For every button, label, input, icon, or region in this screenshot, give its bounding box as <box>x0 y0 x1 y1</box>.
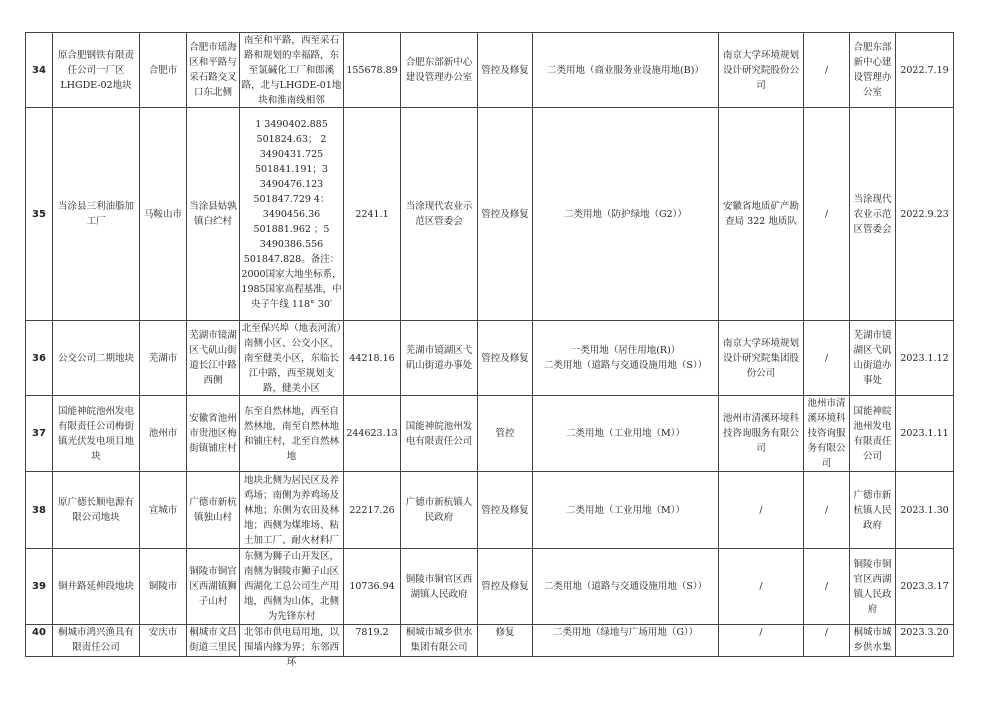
activity-type-cell <box>478 472 533 549</box>
date-cell <box>896 33 954 108</box>
site-name: 当涂县三利油脂加工厂 <box>57 201 134 227</box>
owner-unit-cell <box>850 321 896 396</box>
site-name: 桐城市鸿兴渔具有限责任公司 <box>57 627 134 653</box>
owner-unit: 当涂现代农业示范区管委会 <box>853 193 892 235</box>
survey-agency-cell <box>719 108 804 321</box>
row-number: 38 <box>32 504 46 516</box>
survey-agency-cell <box>719 549 804 625</box>
boundary-cell <box>240 108 344 321</box>
row-number-cell <box>26 108 53 321</box>
table-row <box>26 396 954 472</box>
responsible-unit-cell <box>401 472 478 549</box>
site-name-cell <box>53 472 140 549</box>
table-row <box>26 108 954 321</box>
survey-agency: / <box>759 504 763 516</box>
date-cell <box>896 625 954 657</box>
owner-unit-cell <box>850 472 896 549</box>
survey-agency: / <box>759 581 763 592</box>
site-name-cell <box>53 33 140 108</box>
boundary: 北邻市供电局用地，以围墙内緣为界；东邻西环 <box>243 627 339 668</box>
site-name: 原合肥钢铁有限责任公司一厂区LHGDE-02地块 <box>57 49 134 91</box>
row-number-cell <box>26 321 53 396</box>
city-cell <box>140 396 187 472</box>
responsible-unit: 芜湖市镜湖区弋矶山街道办事处 <box>405 345 473 371</box>
location: 当涂县姑孰镇白纻村 <box>189 201 237 227</box>
row-number-cell <box>26 33 53 108</box>
row-number: 40 <box>32 627 46 638</box>
table-row <box>26 549 954 625</box>
location-cell <box>187 625 240 657</box>
responsible-unit-cell <box>401 625 478 657</box>
land-use-cell <box>533 549 719 625</box>
owner-unit: 合肥东部新中心建设管理办公室 <box>853 42 892 98</box>
area: 44218.16 <box>349 352 395 364</box>
activity-type-cell <box>478 396 533 472</box>
location-cell <box>187 472 240 549</box>
date-cell <box>896 108 954 321</box>
survey-agency: / <box>759 627 763 638</box>
activity-type: 管控及修复 <box>481 352 529 364</box>
city: 池州市 <box>148 428 178 439</box>
city-cell <box>140 472 187 549</box>
area-cell <box>344 108 401 321</box>
site-name-cell <box>53 396 140 472</box>
site-name: 原广德长顺电源有限公司地块 <box>57 497 134 523</box>
owner-unit-cell <box>850 625 896 657</box>
city-cell <box>140 33 187 108</box>
site-name: 国能神皖池州发电有限责任公司梅街镇光伏发电项目地块 <box>57 405 134 462</box>
city-cell <box>140 549 187 625</box>
review-agency-cell <box>804 396 850 472</box>
activity-type: 管控及修复 <box>481 504 529 516</box>
city: 芜湖市 <box>148 352 178 364</box>
land-use: 二类用地（商业服务业设施用地(B)） <box>547 64 704 76</box>
review-agency: / <box>824 352 829 364</box>
table-row <box>26 625 954 657</box>
city: 铜陵市 <box>148 581 178 592</box>
location-cell <box>187 321 240 396</box>
area-cell <box>344 625 401 657</box>
survey-agency: 南京大学环境规划设计研究院股份公司 <box>722 49 799 91</box>
land-use-cell <box>533 108 719 321</box>
land-use-cell <box>533 396 719 472</box>
row-number-cell <box>26 549 53 625</box>
owner-unit: 桐城市城乡供水集 <box>853 627 892 653</box>
boundary: 东侧为狮子山开发区，南侧为铜陵市狮子山区西湖化工总公司生产用地，西侧为山体，北侧为先锋东村 <box>243 551 339 622</box>
responsible-unit-cell <box>401 396 478 472</box>
area: 10736.94 <box>349 581 395 592</box>
review-agency-cell <box>804 33 850 108</box>
table-row <box>26 472 954 549</box>
site-name-cell <box>53 108 140 321</box>
area: 2241.1 <box>355 208 389 220</box>
owner-unit: 国能神皖池州发电有限责任公司 <box>853 405 892 462</box>
table-row <box>26 33 954 108</box>
date: 2023.3.17 <box>900 581 949 592</box>
row-number: 34 <box>32 64 46 76</box>
owner-unit-cell <box>850 33 896 108</box>
area-cell <box>344 321 401 396</box>
area-cell <box>344 472 401 549</box>
responsible-unit: 当涂现代农业示范区管委会 <box>405 201 473 227</box>
responsible-unit-cell <box>401 33 478 108</box>
location-cell <box>187 108 240 321</box>
review-agency-cell <box>804 472 850 549</box>
land-use: 二类用地（工业用地（M）） <box>566 504 685 516</box>
location: 铜陵市铜官区西湖镇狮子山村 <box>189 566 237 607</box>
activity-type: 管控及修复 <box>481 64 529 76</box>
review-agency: / <box>824 504 829 516</box>
date: 2023.3.20 <box>900 627 949 638</box>
location: 广德市新杭镇独山村 <box>189 497 237 523</box>
activity-type: 管控及修复 <box>481 208 529 220</box>
boundary-cell <box>240 321 344 396</box>
responsible-unit: 广德市新杭镇人民政府 <box>405 497 473 523</box>
review-agency: / <box>824 581 829 592</box>
area: 7819.2 <box>355 627 389 638</box>
boundary: 东至自然林地，西至自然林地，南至自然林地和铺庄村，北至自然林地 <box>243 405 339 462</box>
survey-agency-cell <box>719 625 804 657</box>
boundary: 1 3490402.885 501824.63； 2 3490431.725 501841.191；3 3490476.123 501847.729 4：3490456.36 501881.962 ；5 3490386.556 501847.828。备注：2000国家大地坐标系，1985国家高程基准，中央子午线 118° 30′ <box>241 118 342 310</box>
activity-type-cell <box>478 625 533 657</box>
land-use-cell <box>533 625 719 657</box>
area: 22217.26 <box>349 504 395 516</box>
activity-type: 修复 <box>495 627 515 638</box>
responsible-unit-cell <box>401 108 478 321</box>
row-number: 39 <box>32 581 46 592</box>
land-use: 二类用地（道路与交通设施用地（S）） <box>543 581 708 592</box>
review-agency-cell <box>804 549 850 625</box>
site-name: 公交公司二期地块 <box>57 352 134 364</box>
table-row <box>26 321 954 396</box>
city: 马鞍山市 <box>143 208 182 220</box>
city-cell <box>140 625 187 657</box>
date-cell <box>896 472 954 549</box>
date: 2022.9.23 <box>900 208 949 220</box>
location-cell <box>187 396 240 472</box>
boundary-cell <box>240 549 344 625</box>
review-agency-cell <box>804 108 850 321</box>
survey-agency-cell <box>719 33 804 108</box>
boundary-cell <box>240 625 344 668</box>
boundary: 北至保兴埠（地表河流）南侧小区、公交小区，南至健美小区，东临长江中路，西至规划支路，健美小区 <box>241 322 342 394</box>
date-cell <box>896 396 954 472</box>
responsible-unit-cell <box>401 321 478 396</box>
city: 安庆市 <box>148 627 178 638</box>
survey-agency-cell <box>719 321 804 396</box>
site-table <box>25 32 954 668</box>
area-cell <box>344 33 401 108</box>
row-number-cell <box>26 472 53 549</box>
review-agency: / <box>824 627 829 638</box>
review-agency: / <box>824 64 829 76</box>
review-agency: / <box>824 208 829 220</box>
land-use: 二类用地（防护绿地（G2）） <box>564 208 687 220</box>
location: 合肥市瑶海区和平路与采石路交叉口东北侧 <box>189 42 237 98</box>
land-use-cell <box>533 321 719 396</box>
boundary-cell <box>240 472 344 549</box>
land-use: 二类用地（绿地与广场用地（G）） <box>552 627 699 638</box>
boundary-cell <box>240 33 344 108</box>
area: 244623.13 <box>346 428 398 439</box>
owner-unit-cell <box>850 549 896 625</box>
activity-type-cell <box>478 321 533 396</box>
location: 安徽省池州市贵池区梅街镇铺庄村 <box>189 413 237 454</box>
survey-agency: 池州市清溪环境科技咨询服务有限公司 <box>722 413 799 454</box>
row-number-cell <box>26 396 53 472</box>
land-use: 一类用地（居住用地(R)） 二类用地（道路与交通设施用地（S）） <box>543 345 708 371</box>
boundary-cell <box>240 396 344 472</box>
row-number: 37 <box>32 428 46 439</box>
site-name-cell <box>53 625 140 657</box>
responsible-unit: 铜陵市铜官区西湖镇人民政府 <box>405 573 473 600</box>
review-agency-cell <box>804 625 850 657</box>
row-number: 36 <box>32 352 46 364</box>
activity-type: 管控 <box>495 428 515 439</box>
activity-type-cell <box>478 549 533 625</box>
date: 2023.1.30 <box>900 504 949 516</box>
area-cell <box>344 396 401 472</box>
survey-agency-cell <box>719 472 804 549</box>
responsible-unit: 合肥东部新中心建设管理办公室 <box>405 57 473 83</box>
land-use-cell <box>533 472 719 549</box>
location-cell <box>187 549 240 625</box>
activity-type-cell <box>478 33 533 108</box>
location: 桐城市文昌街道三里民 <box>189 627 237 653</box>
responsible-unit-cell <box>401 549 478 625</box>
review-agency-cell <box>804 321 850 396</box>
date: 2023.1.11 <box>900 428 949 439</box>
row-number: 35 <box>32 208 46 220</box>
location: 芜湖市镜湖区弋矶山街道长江中路西侧 <box>189 330 237 386</box>
site-name: 铜井路延伸段地块 <box>57 581 134 592</box>
owner-unit-cell <box>850 396 896 472</box>
site-name-cell <box>53 549 140 625</box>
area-cell <box>344 549 401 625</box>
row-number-cell <box>26 625 53 657</box>
owner-unit-cell <box>850 108 896 321</box>
boundary: 南至和平路，西至采石路和规划的幸福路，东至氯碱化工厂和郎溪路，北与LHGDE-01地块和淮南线相邻 <box>241 34 342 106</box>
survey-agency: 安徽省地质矿产勘查局 322 地质队 <box>722 201 799 227</box>
activity-type: 管控及修复 <box>481 581 529 592</box>
review-agency: 池州市清溪环境科技咨询服务有限公司 <box>807 398 846 469</box>
date: 2022.7.19 <box>900 64 949 76</box>
survey-agency-cell <box>719 396 804 472</box>
responsible-unit: 桐城市城乡供水集团有限公司 <box>405 627 473 653</box>
responsible-unit: 国能神皖池州发电有限责任公司 <box>405 420 473 447</box>
owner-unit: 芜湖市镜湖区弋矶山街道办事处 <box>853 330 892 386</box>
city: 合肥市 <box>148 64 178 76</box>
boundary: 地块北侧为居民区及养鸡场；南侧为养鸡场及林地；东侧为农田及林地；西侧为煤堆场、粘土加工厂、耐火材料厂 <box>243 474 339 546</box>
city-cell <box>140 108 187 321</box>
site-name-cell <box>53 321 140 396</box>
survey-agency: 南京大学环境规划设计研究院集团股份公司 <box>722 337 799 379</box>
city-cell <box>140 321 187 396</box>
owner-unit: 广德市新杭镇人民政府 <box>853 489 892 531</box>
owner-unit: 铜陵市铜官区西湖镇人民政府 <box>853 558 892 615</box>
location-cell <box>187 33 240 108</box>
date-cell <box>896 321 954 396</box>
date: 2023.1.12 <box>900 352 949 364</box>
land-use: 二类用地（工业用地（M）） <box>566 428 685 439</box>
land-use-cell <box>533 33 719 108</box>
city: 宣城市 <box>148 504 178 516</box>
area: 155678.89 <box>346 64 398 76</box>
date-cell <box>896 549 954 625</box>
activity-type-cell <box>478 108 533 321</box>
